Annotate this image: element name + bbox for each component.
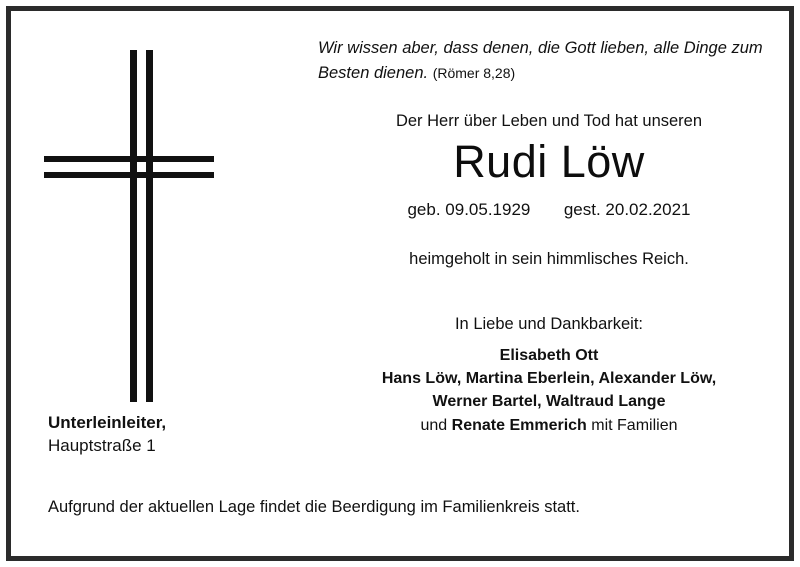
survivor-name-primary: Elisabeth Ott [499,347,599,364]
life-dates [314,200,784,220]
bible-verse-text: Wir wissen aber, dass denen, die Gott lieben, alle Dinge zum Besten dienen. [318,39,763,82]
notice-content [24,20,776,547]
notice-frame [6,6,794,561]
list-item [314,367,784,390]
list-item [314,414,784,437]
address-line-place: Unterleinleiter, [48,413,167,432]
cross-horizontal-bar-top [44,156,214,162]
notice-frame-inner [11,11,789,556]
survivors-list [314,344,784,437]
cross-vertical-bar-right [146,50,153,402]
list-item [314,344,784,367]
birth-date: geb. 09.05.1929 [407,200,531,219]
funeral-note: Aufgrund der aktuellen Lage findet die Beerdigung im Familienkreis statt. [48,498,580,516]
address-block [48,412,308,458]
list-item [314,390,784,413]
main-text-column [314,36,784,437]
bible-verse-reference: (Römer 8,28) [432,64,516,81]
lead-text: Der Herr über Leben und Tod hat unseren [395,111,703,130]
cross-vertical-bar-left [130,50,137,402]
deceased-name: Rudi Löw [453,135,645,187]
death-date: gest. 20.02.2021 [563,200,691,219]
survivor-names-line-2: Hans Löw, Martina Eberlein, Alexander Löw, [381,370,717,388]
love-heading: In Liebe und Dankbarkeit: [454,315,644,333]
taken-text: heimgeholt in sein himmlisches Reich. [409,250,689,268]
cross-horizontal-bar-bottom [44,172,214,178]
cross-icon [42,38,272,408]
survivor-line-4-suffix: mit Familien [586,416,678,434]
survivor-name-line-4: Renate Emmerich [451,416,587,434]
address-line-street: Hauptstraße 1 [48,435,156,455]
survivor-names-line-3: Werner Bartel, Waltraud Lange [432,393,666,411]
bible-verse [314,36,784,86]
survivor-line-4-prefix: und [420,416,452,434]
